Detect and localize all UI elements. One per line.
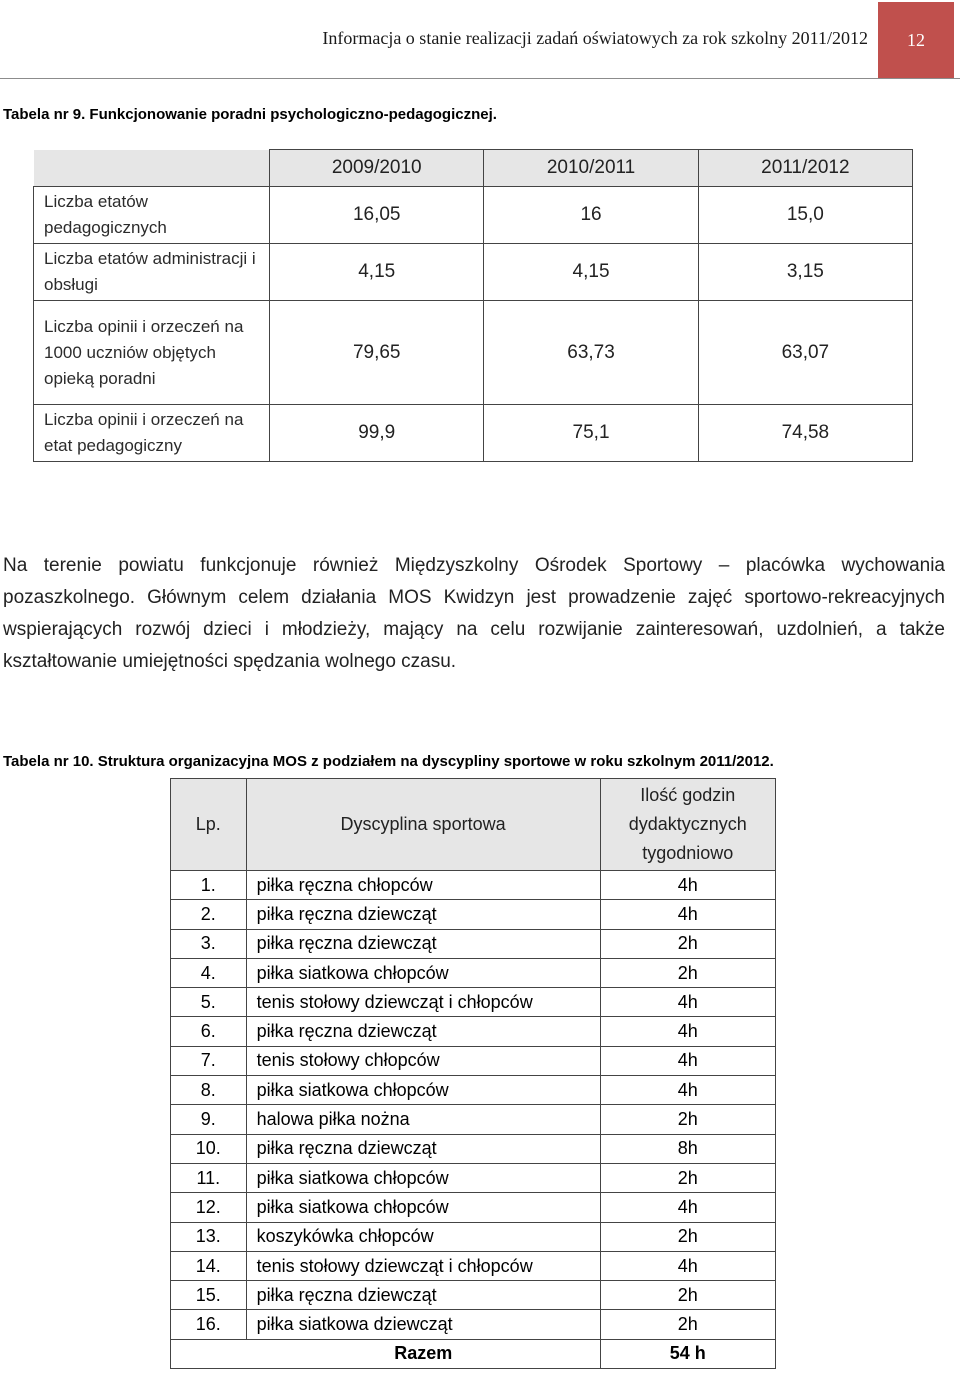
table10-hours-cell: 2h [600,1310,775,1339]
table10-total-row [171,1339,776,1368]
table10-header-hours: Ilość godzin dydaktycznych tygodniowo [600,779,775,871]
table9-row-label: Liczba etatów administracji i obsługi [34,244,270,301]
table10-hours-cell: 2h [600,958,775,987]
table10-hours-cell: 2h [600,1222,775,1251]
table10-lp-cell: 13. [171,1222,247,1251]
table9-row-label: Liczba opinii i orzeczeń na 1000 uczniów objętych opieką poradni [34,301,270,405]
table9-row-label: Liczba etatów pedagogicznych [34,187,270,244]
table10-header-lp: Lp. [171,779,247,871]
table9-cell: 99,9 [270,405,484,462]
table10-discipline-cell: koszykówka chłopców [246,1222,600,1251]
table10-hours-cell: 2h [600,929,775,958]
table9-cell: 4,15 [270,244,484,301]
table-row [171,1046,776,1075]
table10-lp-cell: 4. [171,958,247,987]
table-row [171,929,776,958]
table9-cell: 3,15 [698,244,912,301]
table-row [171,1017,776,1046]
table9-caption: Tabela nr 9. Funkcjonowanie poradni psychologiczno-pedagogicznej. [3,106,497,123]
table9-poradnia [33,149,913,462]
document-header-title: Informacja o stanie realizacji zadań oświatowych za rok szkolny 2011/2012 [322,28,868,48]
table-row [34,405,913,462]
table10-discipline-cell: piłka siatkowa chłopców [246,1193,600,1222]
table9-cell: 63,73 [484,301,698,405]
table-row [171,1134,776,1163]
table9-cell: 74,58 [698,405,912,462]
table-row [171,1193,776,1222]
table10-lp-cell: 3. [171,929,247,958]
table10-lp-cell: 2. [171,900,247,929]
table-row [171,988,776,1017]
table-row [171,1251,776,1280]
table10-discipline-cell: tenis stołowy dziewcząt i chłopców [246,988,600,1017]
table9-year-header: 2009/2010 [270,150,484,187]
table10-hours-cell: 8h [600,1134,775,1163]
table9-row-label: Liczba opinii i orzeczeń na etat pedagogiczny [34,405,270,462]
table10-lp-cell: 12. [171,1193,247,1222]
table-row [171,1076,776,1105]
table9-year-header: 2011/2012 [698,150,912,187]
table10-hours-cell: 4h [600,1193,775,1222]
table10-header-row [171,779,776,871]
table-row [34,187,913,244]
table-row [171,1281,776,1310]
mos-description-paragraph: Na terenie powiatu funkcjonuje również Międzyszkolny Ośrodek Sportowy – placówka wychowania pozaszkolnego. Głównym celem działania MOS Kwidzyn jest prowadzenie zajęć sportowo-rekreacyjnych wspierających rozwój dzieci i młodzieży, mający na celu rozwijanie zainteresowań, uzdolnień, a także kształtowanie umiejętności spędzania wolnego czasu. [3,555,945,672]
table10-discipline-cell: tenis stołowy dziewcząt i chłopców [246,1251,600,1280]
table9-cell: 16,05 [270,187,484,244]
table10-discipline-cell: piłka ręczna dziewcząt [246,1017,600,1046]
table9-cell: 79,65 [270,301,484,405]
table10-discipline-cell: piłka ręczna dziewcząt [246,1281,600,1310]
table10-lp-cell: 8. [171,1076,247,1105]
table10-lp-cell: 10. [171,1134,247,1163]
table10-discipline-cell: piłka siatkowa chłopców [246,958,600,987]
table10-lp-cell: 6. [171,1017,247,1046]
table10-lp-cell: 11. [171,1163,247,1192]
table10-hours-cell: 4h [600,900,775,929]
table9-year-header: 2010/2011 [484,150,698,187]
table10-discipline-cell: piłka siatkowa chłopców [246,1076,600,1105]
table10-discipline-cell: piłka ręczna chłopców [246,871,600,900]
table10-hours-cell: 2h [600,1281,775,1310]
table10-discipline-cell: halowa piłka nożna [246,1105,600,1134]
table10-header-discipline: Dyscyplina sportowa [246,779,600,871]
table9-cell: 16 [484,187,698,244]
table10-discipline-cell: piłka siatkowa dziewcząt [246,1310,600,1339]
page-number-badge: 12 [878,2,954,78]
table9-header-row [34,150,913,187]
table9-cell: 75,1 [484,405,698,462]
table-row [171,1222,776,1251]
table-row [171,1105,776,1134]
table10-hours-cell: 2h [600,1105,775,1134]
table10-hours-cell: 4h [600,1251,775,1280]
table10-lp-cell: 16. [171,1310,247,1339]
table10-lp-cell: 5. [171,988,247,1017]
table10-body [171,871,776,1340]
table10-hours-cell: 4h [600,1076,775,1105]
table10-discipline-cell: piłka siatkowa chłopców [246,1163,600,1192]
table10-lp-cell: 1. [171,871,247,900]
table10-discipline-cell: piłka ręczna dziewcząt [246,900,600,929]
table10-lp-cell: 14. [171,1251,247,1280]
table-row [171,1310,776,1339]
table10-hours-cell: 4h [600,1046,775,1075]
table-row [34,244,913,301]
table10-total-label: Razem [171,1339,601,1368]
table10-discipline-cell: piłka ręczna dziewcząt [246,1134,600,1163]
header-divider [0,78,960,79]
table10-lp-cell: 7. [171,1046,247,1075]
table10-hours-cell: 4h [600,871,775,900]
table10-lp-cell: 9. [171,1105,247,1134]
table10-discipline-cell: tenis stołowy chłopców [246,1046,600,1075]
table10-discipline-cell: piłka ręczna dziewcząt [246,929,600,958]
table-row [171,871,776,900]
table-row [171,1163,776,1192]
table9-cell: 63,07 [698,301,912,405]
table9-cell: 4,15 [484,244,698,301]
table10-mos-structure [170,778,776,1369]
table10-hours-cell: 2h [600,1163,775,1192]
table9-cell: 15,0 [698,187,912,244]
table10-lp-cell: 15. [171,1281,247,1310]
table10-caption: Tabela nr 10. Struktura organizacyjna MOS z podziałem na dyscypliny sportowe w roku szkolnym 2011/2012. [3,753,774,770]
table-row [171,958,776,987]
table10-hours-cell: 4h [600,1017,775,1046]
table-row [171,900,776,929]
table10-hours-cell: 4h [600,988,775,1017]
table9-corner-cell [34,150,270,187]
table-row [34,301,913,405]
table10-total-hours: 54 h [600,1339,775,1368]
